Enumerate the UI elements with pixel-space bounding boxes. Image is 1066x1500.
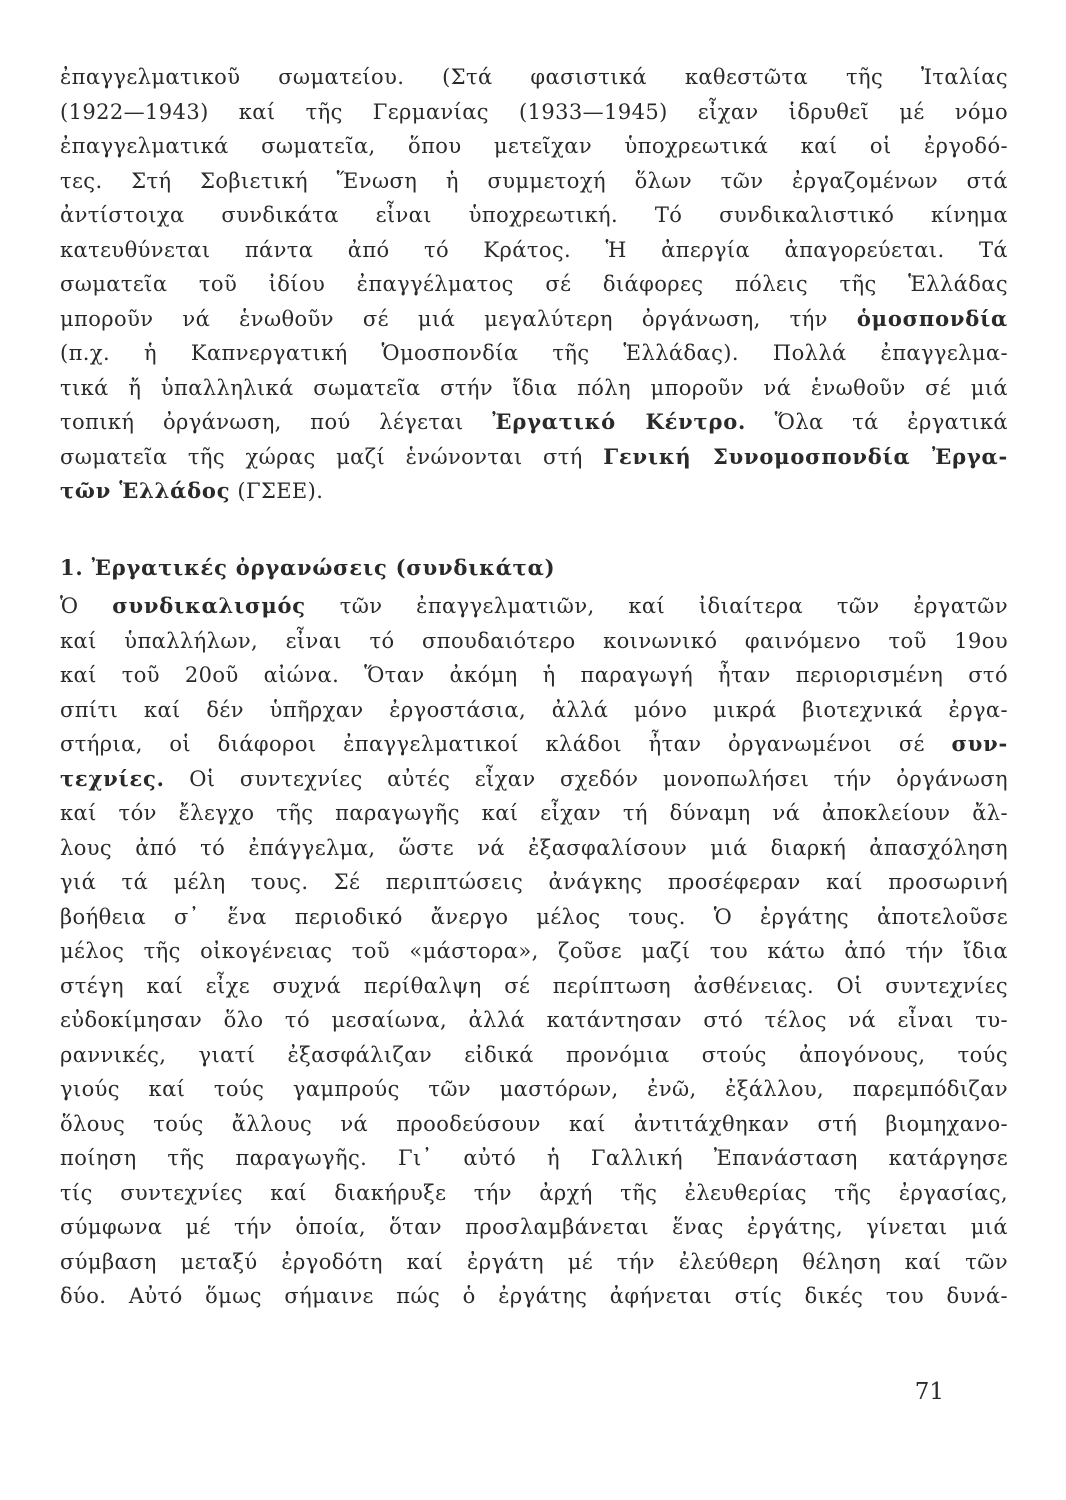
text-segment: μποροῦν νά ἑνωθοῦν σέ μιά μεγαλύτερη ὀργάνωση, τήν bbox=[60, 306, 828, 331]
text-line: ἐπαγγελματικά σωματεῖα, ὅπου μετεῖχαν ὑποχρεωτικά καί οἱ ἐργοδό- bbox=[60, 134, 1008, 158]
text-segment: τοπική ὀργάνωση, πού λέγεται bbox=[60, 410, 464, 434]
text-line: (π.χ. ἡ Καπνεργατική Ὁμοσπονδία τῆς Ἑλλάδας). Πολλά ἐπαγγελμα- bbox=[60, 341, 1008, 365]
term-gsee-continued: τῶν Ἑλλάδος bbox=[60, 478, 231, 503]
text-line: εὐδοκίμησαν ὅλο τό μεσαίωνα, ἀλλά κατάντησαν στό τέλος νά εἶναι τυ- bbox=[60, 1008, 1008, 1032]
term-gsee: Γενική Συνομοσπονδία Ἐργα- bbox=[603, 443, 1008, 469]
text-line: (1922—1943) καί τῆς Γερμανίας (1933—1945) εἶχαν ἱδρυθεῖ μέ νόμο bbox=[60, 99, 1008, 124]
text-line bbox=[60, 762, 1008, 797]
term-syndikalismos: συνδικαλισμός bbox=[112, 593, 306, 618]
text-segment: Ὅλα τά ἐργατικά bbox=[774, 410, 1008, 434]
text-segment: Οἱ συντεχνίες αὐτές εἶχαν σχεδόν μονοπωλήσει τήν ὀργάνωση bbox=[189, 766, 1009, 791]
text-line: καί τοῦ 20οῦ αἰώνα. Ὅταν ἀκόμη ἡ παραγωγή ἦταν περιορισμένη στό bbox=[60, 663, 1008, 687]
term-syntechnies: συν- bbox=[951, 731, 1008, 756]
text-line: σπίτι καί δέν ὑπῆρχαν ἐργοστάσια, ἀλλά μόνο μικρά βιοτεχνικά ἐργα- bbox=[60, 697, 1008, 722]
text-line: γιούς καί τούς γαμπρούς τῶν μαστόρων, ἐνῶ, ἐξάλλου, παρεμπόδιζαν bbox=[60, 1077, 1008, 1101]
text-line: τίς συντεχνίες καί διακήρυξε τήν ἀρχή τῆς ἐλευθερίας τῆς ἐργασίας, bbox=[60, 1180, 1008, 1205]
section-heading: 1. Ἐργατικές ὀργανώσεις (συνδικάτα) bbox=[60, 555, 556, 580]
text-line bbox=[60, 474, 1008, 509]
text-line: στέγη καί εἶχε συχνά περίθαλψη σέ περίπτωση ἀσθένειας. Οἱ συντεχνίες bbox=[60, 973, 1008, 998]
text-line: δύο. Αὐτό ὅμως σήμαινε πώς ὁ ἐργάτης ἀφήνεται στίς δικές του δυνά- bbox=[60, 1284, 1008, 1308]
text-line: βοήθεια σ᾽ ἕνα περιοδικό ἄνεργο μέλος τους. Ὁ ἐργάτης ἀποτελοῦσε bbox=[60, 904, 1008, 929]
text-line: μέλος τῆς οἰκογένειας τοῦ «μάστορα», ζοῦσε μαζί του κάτω ἀπό τήν ἴδια bbox=[60, 939, 1008, 963]
text-line: λους ἀπό τό ἐπάγγελμα, ὥστε νά ἐξασφαλίσουν μιά διαρκή ἀπασχόληση bbox=[60, 835, 1008, 860]
text-line: σύμβαση μεταξύ ἐργοδότη καί ἐργάτη μέ τήν ἐλεύθερη θέληση καί τῶν bbox=[60, 1249, 1008, 1274]
text-line: ἀντίστοιχα συνδικάτα εἶναι ὑποχρεωτική. Τό συνδικαλιστικό κίνημα bbox=[60, 203, 1008, 227]
paragraph-syndicalism bbox=[60, 589, 1008, 1314]
text-segment: τῶν ἐπαγγελματιῶν, καί ἰδιαίτερα τῶν ἐργατῶν bbox=[339, 594, 1008, 618]
text-line: ὅλους τούς ἄλλους νά προοδεύσουν καί ἀντιτάχθηκαν στή βιομηχανο- bbox=[60, 1111, 1008, 1136]
text-line bbox=[60, 405, 1008, 440]
text-line: σύμφωνα μέ τήν ὁποία, ὅταν προσλαμβάνεται ἕνας ἐργάτης, γίνεται μιά bbox=[60, 1215, 1008, 1239]
text-line: καί ὑπαλλήλων, εἶναι τό σπουδαιότερο κοινωνικό φαινόμενο τοῦ 19ου bbox=[60, 628, 1008, 653]
text-line: τικά ἤ ὑπαλληλικά σωματεῖα στήν ἴδια πόλη μποροῦν νά ἑνωθοῦν σέ μιά bbox=[60, 375, 1008, 400]
text-line bbox=[60, 440, 1008, 475]
text-segment: σωματεῖα τῆς χώρας μαζί ἑνώνονται στή bbox=[60, 444, 583, 469]
text-line: κατευθύνεται πάντα ἀπό τό Κράτος. Ἡ ἀπεργία ἀπαγορεύεται. Τά bbox=[60, 237, 1008, 262]
text-line bbox=[60, 589, 1008, 624]
paragraph-unions-context bbox=[60, 60, 1008, 509]
text-line: ραννικές, γιατί ἐξασφάλιζαν εἰδικά προνόμια στούς ἀπογόνους, τούς bbox=[60, 1042, 1008, 1067]
text-line bbox=[60, 302, 1008, 337]
text-line: γιά τά μέλη τους. Σέ περιπτώσεις ἀνάγκης προσέφεραν καί προσωρινή bbox=[60, 870, 1008, 894]
text-line: καί τόν ἔλεγχο τῆς παραγωγῆς καί εἶχαν τή δύναμη νά ἀποκλείουν ἄλ- bbox=[60, 801, 1008, 825]
text-segment: Ὁ bbox=[60, 594, 79, 618]
text-segment: στήρια, οἱ διάφοροι ἐπαγγελματικοί κλάδοι ἦταν ὀργανωμένοι σέ bbox=[60, 732, 925, 756]
term-omospondia: ὁμοσπονδία bbox=[856, 305, 1008, 331]
text-segment: (ΓΣΕΕ). bbox=[237, 479, 324, 503]
term-ergatiko-kentro: Ἐργατικό Κέντρο. bbox=[492, 409, 747, 434]
term-syntechnies-continued: τεχνίες. bbox=[60, 765, 165, 791]
text-line: τες. Στή Σοβιετική Ἕνωση ἡ συμμετοχή ὅλων τῶν ἐργαζομένων στά bbox=[60, 168, 1008, 193]
text-line: ἐπαγγελματικοῦ σωματείου. (Στά φασιστικά καθεστῶτα τῆς Ἰταλίας bbox=[60, 65, 1008, 89]
text-line: σωματεῖα τοῦ ἰδίου ἐπαγγέλματος σέ διάφορες πόλεις τῆς Ἑλλάδας bbox=[60, 272, 1008, 296]
page-number: 71 bbox=[914, 1379, 944, 1405]
text-line bbox=[60, 727, 1008, 762]
text-line: ποίηση τῆς παραγωγῆς. Γι᾽ αὐτό ἡ Γαλλική Ἐπανάσταση κατάργησε bbox=[60, 1146, 1008, 1170]
